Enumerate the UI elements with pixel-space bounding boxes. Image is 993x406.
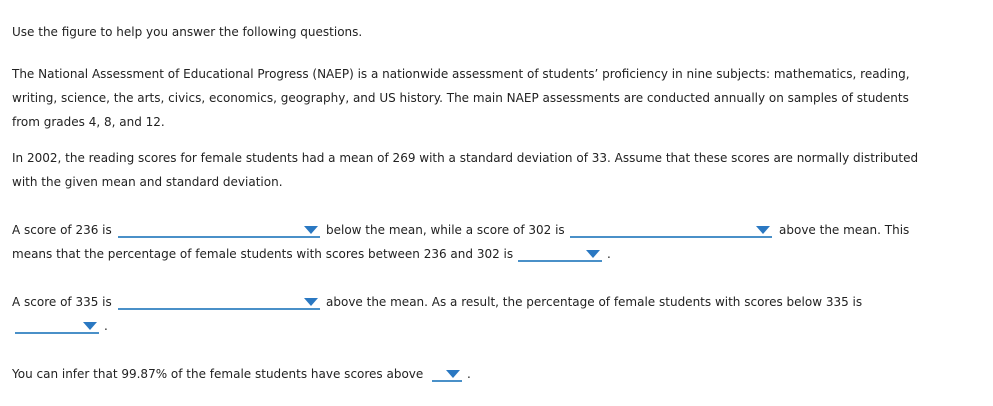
chevron-down-icon: [304, 226, 318, 234]
instructions-text: Use the figure to help you answer the following questions.: [12, 25, 363, 39]
chevron-down-icon: [756, 226, 770, 234]
chevron-down-icon: [446, 370, 460, 378]
chevron-down-icon: [304, 298, 318, 306]
q3-dropdown-score[interactable]: [432, 366, 462, 382]
q1-suffix-text: above the mean. This: [779, 223, 910, 237]
q1-dropdown-302-distance[interactable]: [570, 222, 772, 238]
q1-line2-text: means that the percentage of female students with scores between 236 and 302 is: [12, 247, 514, 261]
q1-mid-text: below the mean, while a score of 302 is: [326, 223, 565, 237]
q1-dropdown-236-distance[interactable]: [118, 222, 320, 238]
q3-period: .: [467, 367, 471, 381]
chevron-down-icon: [83, 322, 97, 330]
q1-prefix-text: A score of 236 is: [12, 223, 112, 237]
naep-description-line-2: writing, science, the arts, civics, economics, geography, and US history. The main NAEP assessments are conducted annually on samples of students: [12, 91, 909, 105]
q2-prefix-text: A score of 335 is: [12, 295, 112, 309]
scores-description-line-1: In 2002, the reading scores for female students had a mean of 269 with a standard deviation of 33. Assume that these scores are normally distributed: [12, 151, 919, 165]
q1-period: .: [607, 247, 611, 261]
scores-description-line-2: with the given mean and standard deviation.: [12, 175, 283, 189]
q2-period: .: [104, 319, 108, 333]
q1-dropdown-percentage[interactable]: [518, 246, 602, 262]
naep-description-line-1: The National Assessment of Educational Progress (NAEP) is a nationwide assessment of students’ proficiency in nine subjects: mathematics, reading,: [12, 67, 910, 81]
q3-text: You can infer that 99.87% of the female students have scores above: [12, 367, 424, 381]
q2-dropdown-335-distance[interactable]: [118, 294, 320, 310]
q2-dropdown-percentage[interactable]: [15, 318, 99, 334]
q2-suffix-text: above the mean. As a result, the percentage of female students with scores below 335 is: [326, 295, 863, 309]
naep-description-line-3: from grades 4, 8, and 12.: [12, 115, 165, 129]
chevron-down-icon: [586, 250, 600, 258]
